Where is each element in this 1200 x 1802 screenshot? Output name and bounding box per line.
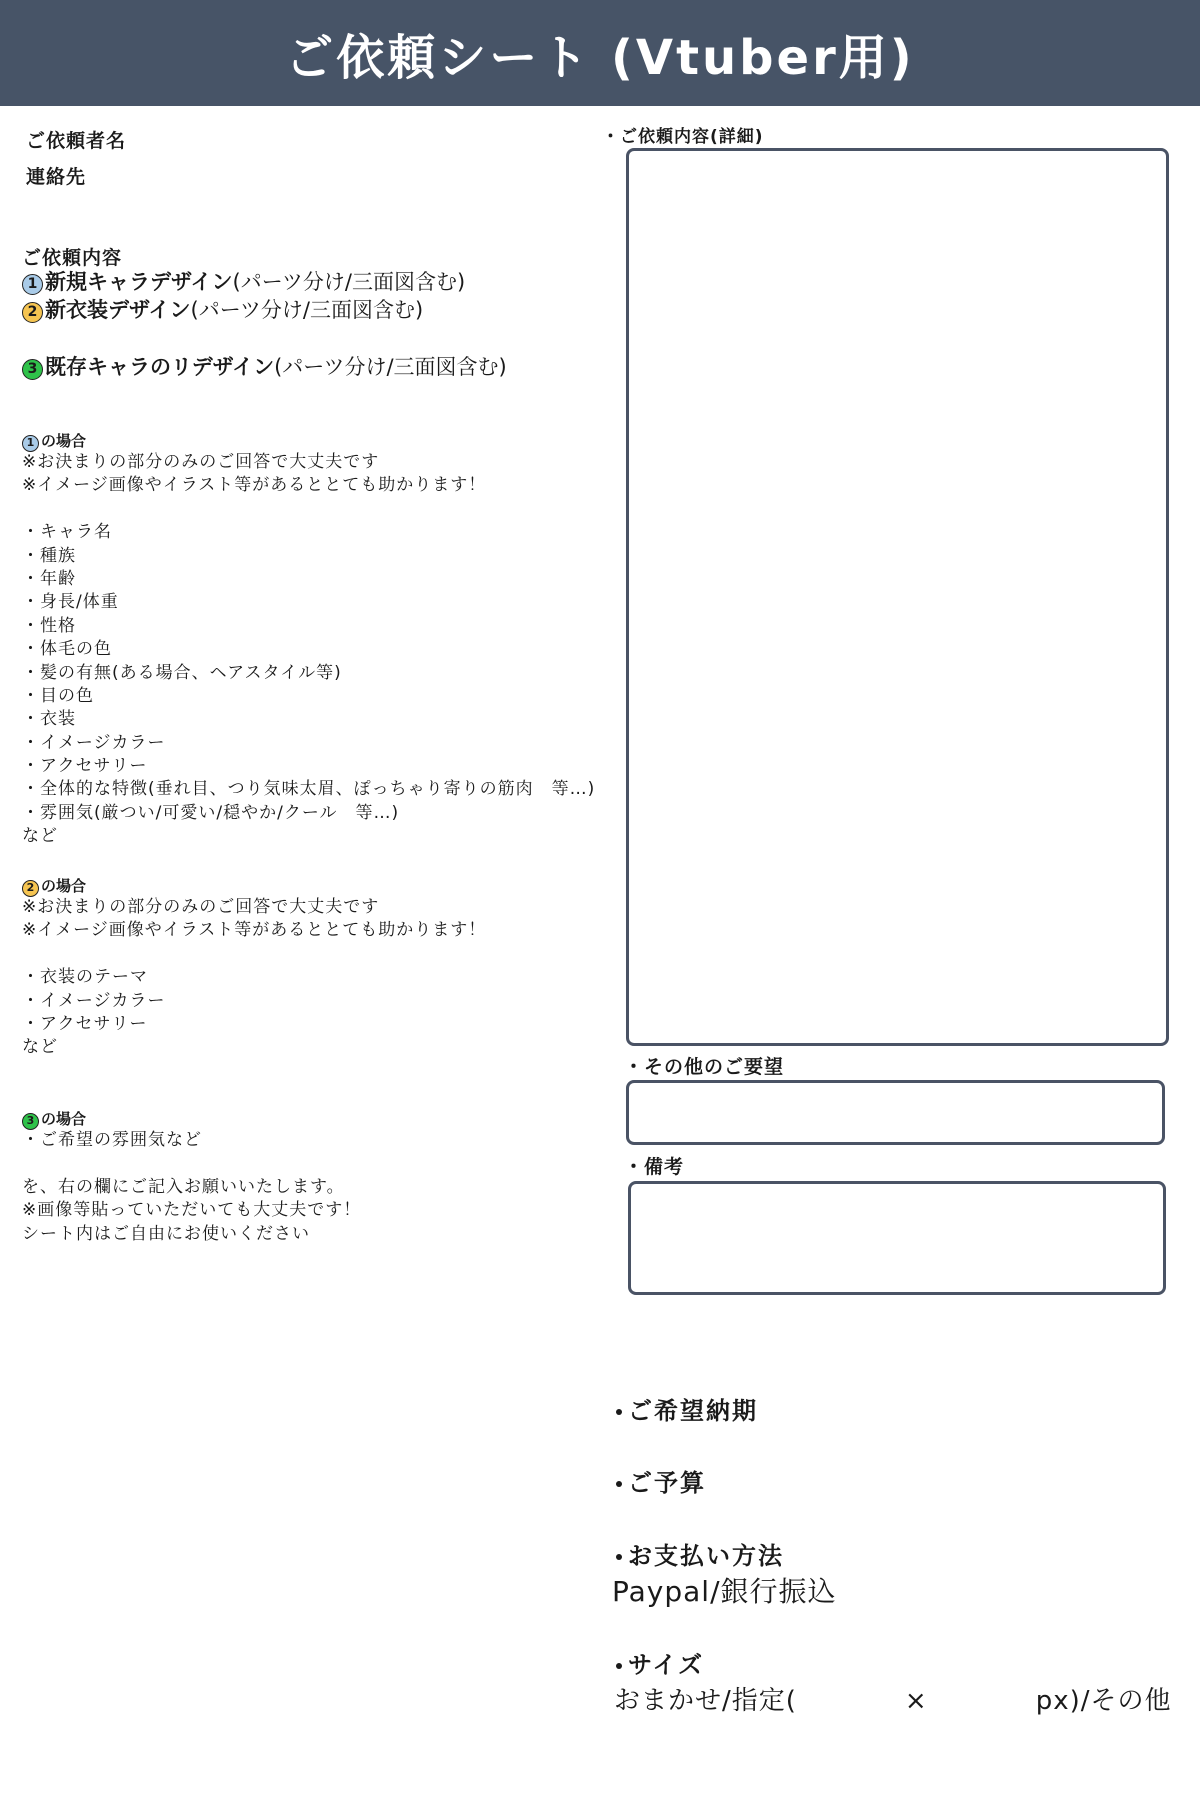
bullet-icon xyxy=(616,1663,622,1669)
detail-label: ・ご依頼内容(詳細) xyxy=(602,127,764,147)
case-2-number-badge: 2 xyxy=(22,880,39,897)
case-2-heading-text: の場合 xyxy=(41,877,87,895)
case-1-line: ・年齢 xyxy=(22,568,76,589)
plan-1-note: (パーツ分け/三面図含む) xyxy=(232,270,466,294)
case-1-line: ・性格 xyxy=(22,615,76,636)
case-1-line: ・髪の有無(ある場合、ヘアスタイル等) xyxy=(22,662,342,683)
deadline-label xyxy=(616,1391,758,1426)
case-1-line: ・イメージカラー xyxy=(22,732,166,753)
client-name-label: ご依頼者名 xyxy=(26,130,127,152)
case-1-line: ・キャラ名 xyxy=(22,522,112,543)
plan-1 xyxy=(22,268,465,296)
notes-input-box[interactable] xyxy=(628,1181,1166,1295)
case-1-heading-text: の場合 xyxy=(41,432,87,450)
case-1-instructions xyxy=(22,451,595,849)
plan-1-name: 新規キャラデザイン xyxy=(45,270,233,294)
case-2-line: など xyxy=(22,1037,58,1058)
payment-value: Paypal/銀行振込 xyxy=(612,1575,837,1608)
size-label-text: サイズ xyxy=(628,1651,705,1679)
size-label xyxy=(616,1645,704,1680)
case-2-line xyxy=(22,943,486,966)
case-1-line xyxy=(22,498,595,521)
budget-label xyxy=(616,1463,706,1498)
plan-1-number-badge: 1 xyxy=(22,274,43,295)
case-2-heading xyxy=(22,875,86,897)
plan-2 xyxy=(22,296,423,324)
detail-input-box[interactable] xyxy=(626,148,1169,1046)
case-3-line: ・ご希望の雰囲気など xyxy=(22,1130,202,1150)
bullet-icon xyxy=(616,1481,622,1487)
case-2-line: ・アクセサリー xyxy=(22,1013,148,1034)
case-3-heading-text: の場合 xyxy=(41,1110,87,1128)
plan-2-number-badge: 2 xyxy=(22,302,43,323)
case-1-line: ・種族 xyxy=(22,545,76,566)
case-1-line: など xyxy=(22,826,58,847)
payment-label xyxy=(616,1536,784,1571)
case-3-instructions xyxy=(22,1129,361,1246)
case-2-line: ※イメージ画像やイラスト等があるととても助かります！ xyxy=(22,920,487,941)
case-1-line: ※お決まりの部分のみのご回答で大丈夫です xyxy=(22,452,380,472)
request-content-label: ご依頼内容 xyxy=(22,247,123,269)
plan-2-name: 新衣装デザイン xyxy=(45,298,191,322)
contact-label: 連絡先 xyxy=(26,166,87,188)
case-1-line: ・目の色 xyxy=(22,685,94,706)
plan-3 xyxy=(22,353,507,381)
case-1-line: ・全体的な特徴(垂れ目、つり気味太眉、ぽっちゃり寄りの筋肉 等…) xyxy=(22,779,596,800)
case-1-line: ・身長/体重 xyxy=(22,592,119,613)
case-1-line: ・アクセサリー xyxy=(22,756,148,777)
bullet-icon xyxy=(616,1409,622,1415)
page-title: ご依頼シート (Vtuber用) xyxy=(285,29,915,86)
case-2-line: ・イメージカラー xyxy=(22,990,166,1011)
case-3-number-badge: 3 xyxy=(22,1113,39,1130)
case-3-heading xyxy=(22,1108,86,1130)
budget-label-text: ご予算 xyxy=(628,1469,706,1497)
case-1-line: ・体毛の色 xyxy=(22,639,112,660)
case-3-line xyxy=(22,1152,361,1175)
plan-3-name: 既存キャラのリデザイン xyxy=(45,355,275,379)
deadline-label-text: ご希望納期 xyxy=(628,1397,758,1425)
other-requests-label: ・その他のご要望 xyxy=(624,1056,785,1078)
case-2-line: ・衣装のテーマ xyxy=(22,967,148,988)
page-header xyxy=(0,0,1200,106)
notes-label: ・備考 xyxy=(624,1156,685,1178)
payment-label-text: お支払い方法 xyxy=(628,1542,784,1570)
case-3-line: シート内はご自由にお使いください xyxy=(22,1223,310,1244)
plan-3-number-badge: 3 xyxy=(22,359,43,380)
case-1-line: ・衣装 xyxy=(22,709,76,730)
plan-3-note: (パーツ分け/三面図含む) xyxy=(274,355,507,379)
case-1-line: ・雰囲気(厳つい/可愛い/穏やか/クール 等…) xyxy=(22,802,400,823)
case-3-line: ※画像等貼っていただいても大丈夫です！ xyxy=(22,1200,362,1221)
case-1-heading xyxy=(22,430,86,452)
case-1-number-badge: 1 xyxy=(22,435,39,452)
other-requests-input-box[interactable] xyxy=(626,1080,1165,1145)
plan-2-note: (パーツ分け/三面図含む) xyxy=(190,298,424,322)
case-3-line: を、右の欄にご記入お願いいたします。 xyxy=(22,1176,345,1197)
case-2-line: ※お決まりの部分のみのご回答で大丈夫です xyxy=(22,897,380,917)
case-1-line: ※イメージ画像やイラスト等があるととても助かります！ xyxy=(22,475,487,496)
size-value: おまかせ/指定( × px)/その他 xyxy=(614,1686,1172,1716)
case-2-instructions xyxy=(22,896,486,1060)
bullet-icon xyxy=(616,1554,622,1560)
